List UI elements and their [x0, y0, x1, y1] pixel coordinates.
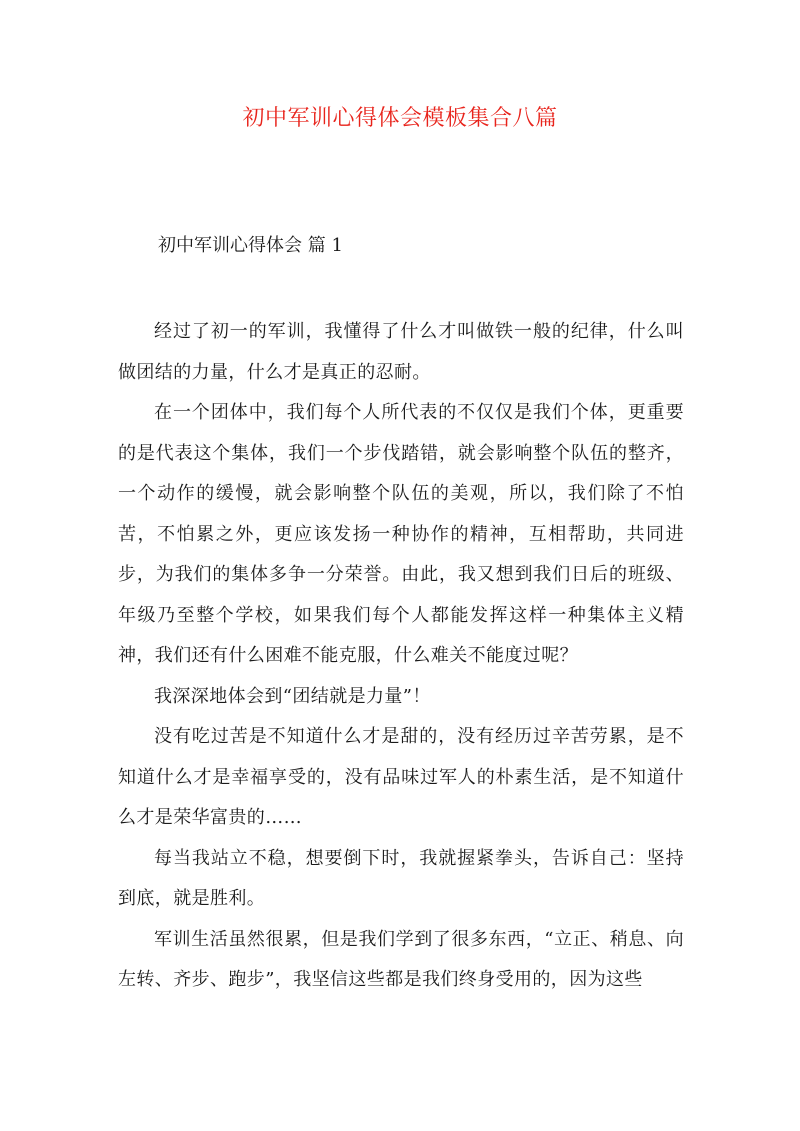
paragraph: 在一个团体中，我们每个人所代表的不仅仅是我们个体，更重要的是代表这个集体，我们一个步伐踏错，就会影响整个队伍的整齐，一个动作的缓慢，就会影响整个队伍的美观，所以，我们除了不怕苦，不怕累之外，更应该发扬一种协作的精神，互相帮助，共同进步，为我们的集体多争一分荣誉。由此，我又想到我们日后的班级、年级乃至整个学校，如果我们每个人都能发挥这样一种集体主义精神，我们还有什么困难不能克服，什么难关不能度过呢？ — [118, 402, 684, 666]
paragraph: 每当我站立不稳，想要倒下时，我就握紧拳头，告诉自己：坚持到底，就是胜利。 — [118, 847, 684, 909]
paragraph: 经过了初一的军训，我懂得了什么才叫做铁一般的纪律，什么叫做团结的力量，什么才是真正的忍耐。 — [118, 321, 684, 383]
document-body — [118, 312, 684, 1001]
paragraph: 没有吃过苦是不知道什么才是甜的，没有经历过辛苦劳累，是不知道什么才是幸福享受的，没有品味过军人的朴素生活，是不知道什么才是荣华富贵的…… — [118, 726, 684, 828]
document-title: 初中军训心得体会模板集合八篇 — [242, 106, 558, 131]
section-heading: 初中军训心得体会 篇 1 — [158, 235, 343, 256]
paragraph: 我深深地体会到“团结就是力量”！ — [154, 685, 431, 707]
paragraph: 军训生活虽然很累，但是我们学到了很多东西，“立正、稍息、向左转、齐步、跑步”，我坚信这些都是我们终身受用的，因为这些 — [118, 928, 684, 990]
